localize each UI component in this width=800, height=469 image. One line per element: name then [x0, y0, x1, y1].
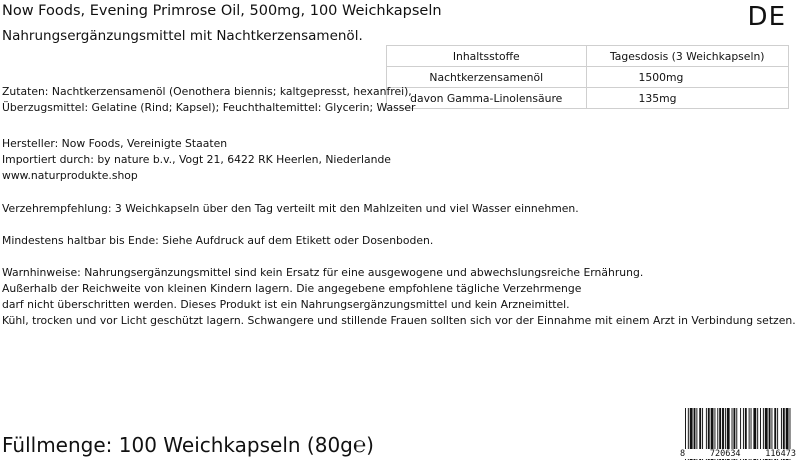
fill-quantity-close: ) — [366, 433, 374, 457]
barcode-digit-group-1: 720634 — [709, 449, 741, 459]
nutrition-table — [386, 45, 789, 109]
dosage-recommendation: Verzehrempfehlung: 3 Weichkapseln über den Tag verteilt mit den Mahlzeiten und viel Wasser einnehmen. — [2, 202, 579, 215]
best-before-note: Mindestens haltbar bis Ende: Siehe Aufdruck auf dem Etikett oder Dosenboden. — [2, 234, 434, 247]
nutrition-ingredient-value: 135mg — [586, 88, 788, 109]
warning-line-2: Außerhalb der Reichweite von kleinen Kindern lagern. Die angegebene empfohlene tägliche Verzehrmenge — [2, 282, 582, 295]
ingredients-line-1: Zutaten: Nachtkerzensamenöl (Oenothera biennis; kaltgepresst, hexanfrei), — [2, 85, 412, 98]
nutrition-table-header-row — [387, 46, 789, 67]
fill-quantity — [2, 432, 374, 458]
product-subtitle: Nahrungsergänzungsmittel mit Nachtkerzensamenöl. — [2, 28, 363, 44]
website-line: www.naturprodukte.shop — [2, 169, 138, 182]
barcode-digits — [680, 449, 796, 459]
table-row — [387, 67, 789, 88]
warning-line-3: darf nicht überschritten werden. Dieses Produkt ist ein Nahrungsergänzungsmittel und kein Arzneimittel. — [2, 298, 570, 311]
warning-line-1: Warnhinweise: Nahrungsergänzungsmittel sind kein Ersatz für eine ausgewogene und abwechslungsreiche Ernährung. — [2, 266, 644, 279]
table-row — [387, 88, 789, 109]
manufacturer-line: Hersteller: Now Foods, Vereinigte Staaten — [2, 137, 228, 150]
estimated-sign-icon: ℮ — [352, 433, 367, 458]
nutrition-ingredient-name: Nachtkerzensamenöl — [387, 67, 587, 88]
importer-line: Importiert durch: by nature b.v., Vogt 21, 6422 RK Heerlen, Niederlande — [2, 153, 391, 166]
nutrition-ingredient-name: davon Gamma-Linolensäure — [387, 88, 587, 109]
fill-quantity-text: Füllmenge: 100 Weichkapseln (80g — [2, 433, 353, 457]
product-title: Now Foods, Evening Primrose Oil, 500mg, 100 Weichkapseln — [2, 3, 442, 19]
ingredients-line-2: Überzugsmittel: Gelatine (Rind; Kapsel); Feuchthaltemittel: Glycerin; Wasser — [2, 101, 416, 114]
language-code: DE — [747, 2, 786, 32]
barcode-digit-first: 8 — [680, 449, 686, 459]
nutrition-ingredient-value: 1500mg — [586, 67, 788, 88]
warning-line-4: Kühl, trocken und vor Licht geschützt lagern. Schwangere und stillende Frauen sollten sich vor der Einnahme mit einem Arzt in Verbindung setzen. — [2, 314, 796, 327]
barcode-digit-group-2: 116473 — [765, 449, 796, 459]
nutrition-header-daily-dose: Tagesdosis (3 Weichkapseln) — [586, 46, 788, 67]
nutrition-header-ingredient: Inhaltsstoffe — [387, 46, 587, 67]
